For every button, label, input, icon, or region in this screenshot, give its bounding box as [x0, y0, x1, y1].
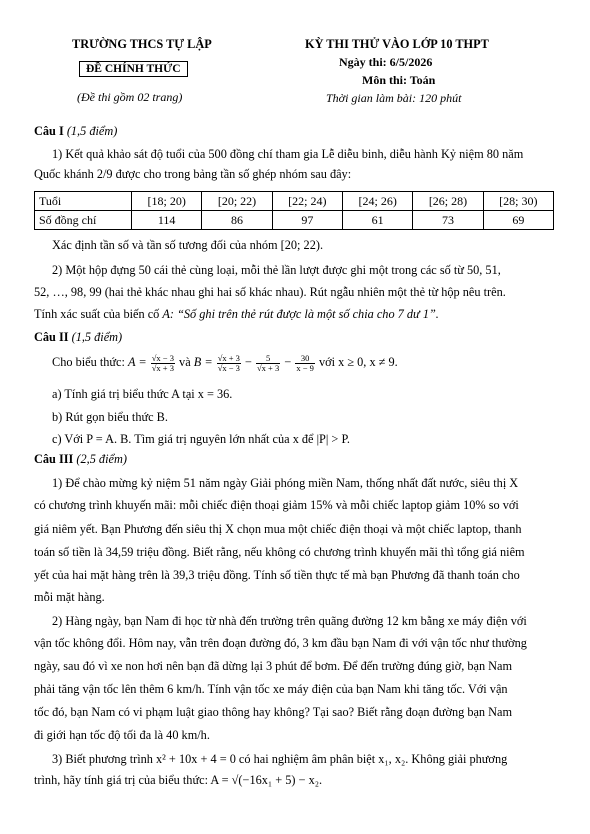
fraction-den: √x + 3	[151, 362, 174, 373]
school-name: TRƯỜNG THCS TỰ LẬP	[72, 37, 212, 51]
q2-expression	[52, 351, 398, 373]
q3-p1-line: 1) Để chào mừng kỷ niệm 51 năm ngày Giải phóng miền Nam, thống nhất đất nước, siêu thị X	[52, 476, 519, 490]
table-row	[35, 211, 554, 230]
table-cell: 114	[132, 211, 202, 230]
q2-expr-a: A =	[128, 355, 147, 369]
q2-and: và	[179, 355, 194, 369]
q3-p1-line: mỗi mặt hàng.	[34, 590, 105, 604]
minus-sign: −	[245, 355, 252, 369]
q1-p1-line2: Quốc khánh 2/9 được cho trong bảng tần số ghép nhóm sau đây:	[34, 167, 352, 181]
q1-p2-line3-a: Tính xác suất của biến cố	[34, 307, 163, 321]
fraction-den: x − 9	[296, 362, 314, 373]
table-row	[35, 192, 554, 211]
minus-sign: −	[284, 355, 292, 369]
q3-p3-line2: trình, hãy tính giá trị của biểu thức: A = √(−16x₁ + 5) − x₂.	[34, 773, 323, 787]
q1-p2-line3-b: A: “Số ghi trên thẻ rút được là một số chia cho 7 dư 1”.	[162, 307, 439, 321]
q3-p2-line: phải tăng vận tốc lên thêm 6 km/h. Tính vận tốc xe máy điện của bạn Nam khi tăng tốc. Với vận	[34, 682, 508, 696]
q2-condition: với x ≥ 0, x ≠ 9.	[318, 355, 398, 369]
fraction-num: 30	[295, 354, 315, 364]
table-cell: 97	[272, 211, 342, 230]
fraction-num: √x + 3	[217, 352, 240, 363]
pages-note: (Đề thi gồm 02 trang)	[77, 90, 183, 104]
q1-title: Câu I	[34, 124, 64, 138]
table-cell: Số đồng chí	[35, 211, 132, 230]
exam-date: Ngày thi: 6/5/2026	[339, 55, 433, 69]
table-cell: 69	[483, 211, 553, 230]
q2-a: a) Tính giá trị biểu thức A tại x = 36.	[52, 387, 233, 401]
q3-p2-line: 2) Hàng ngày, bạn Nam đi học từ nhà đến trường trên quãng đường 12 km bằng xe máy điện với	[52, 614, 527, 628]
q3-p1-line: toán số tiền là 34,59 triệu đồng. Biết rằng, nếu không có chương trình khuyến mãi thì tổng giá niêm	[34, 545, 525, 559]
q2-c: c) Với P = A. B. Tìm giá trị nguyên lớn nhất của x để |P| > P.	[52, 432, 350, 446]
q3-p2-line: tốc đó, bạn Nam có vi phạm luật giao thông hay không? Tại sao? Biết rằng đoạn đường bạn Nam	[34, 705, 513, 719]
table-cell: [18; 20)	[132, 192, 202, 211]
table-cell: [20; 22)	[202, 192, 272, 211]
q3-p2-line: ngày, sau đó vì xe non hơi nên bạn đã dừng lại 3 phút để bơm. Để đến trường đúng giờ, bạn Nam	[34, 659, 513, 673]
q1-points: (1,5 điểm)	[66, 124, 118, 138]
frequency-table	[34, 191, 554, 230]
table-cell: [24; 26)	[342, 192, 412, 211]
q2-points: (1,5 điểm)	[71, 330, 123, 344]
q2-expr-b: B =	[193, 355, 213, 369]
q2-b: b) Rút gọn biểu thức B.	[52, 410, 168, 424]
table-cell: 61	[342, 211, 412, 230]
q1-p1-task: Xác định tần số và tần số tương đối của nhóm [20; 22).	[52, 238, 324, 252]
q3-title: Câu III	[34, 452, 74, 466]
q2-heading	[34, 330, 122, 345]
q1-p2-line1: 2) Một hộp đựng 50 cái thẻ cùng loại, mỗi thẻ lần lượt được ghi một trong các số từ 50, 51,	[52, 263, 501, 277]
q1-p1-line1: 1) Kết quả khảo sát độ tuổi của 500 đồng chí tham gia Lễ diễu binh, diễu hành Kỷ niệm 80 năm	[52, 147, 524, 161]
exam-subject: Môn thi: Toán	[362, 73, 436, 87]
fraction-num: 5	[256, 354, 280, 364]
table-cell: [26; 28)	[413, 192, 483, 211]
q3-points: (2,5 điểm)	[76, 452, 127, 466]
q1-heading	[34, 124, 117, 139]
q2-expr-intro: Cho biểu thức:	[52, 355, 128, 369]
exam-title: KỲ THI THỬ VÀO LỚP 10 THPT	[305, 37, 489, 51]
q3-p2-line: vận tốc không đổi. Hôm nay, vẫn trên đoạn đường đó, 3 km đầu bạn Nam đi với vận tốc như thường	[34, 636, 527, 650]
table-cell: Tuổi	[35, 192, 132, 211]
fraction-a	[151, 354, 175, 373]
q3-heading	[34, 452, 127, 467]
official-badge: ĐỀ CHÍNH THỨC	[79, 61, 188, 77]
fraction-num: √x − 3	[151, 352, 174, 363]
q1-p2-line2: 52, …, 98, 99 (hai thẻ khác nhau ghi hai số khác nhau). Rút ngẫu nhiên một thẻ từ hộp nêu trên.	[34, 285, 506, 299]
table-cell: 73	[413, 211, 483, 230]
table-cell: 86	[202, 211, 272, 230]
fraction-b1	[217, 354, 241, 373]
table-cell: [28; 30)	[483, 192, 553, 211]
q3-p3-line1: 3) Biết phương trình x² + 10x + 4 = 0 có hai nghiệm âm phân biệt x₁, x₂. Không giải phương	[52, 752, 508, 766]
q2-title: Câu II	[34, 330, 69, 344]
fraction-b2	[256, 354, 280, 373]
q3-p2-line: đi giới hạn tốc độ tối đa là 40 km/h.	[34, 728, 210, 742]
exam-duration: Thời gian làm bài: 120 phút	[326, 91, 462, 105]
fraction-b3	[295, 354, 315, 373]
q3-p1-line: có chương trình khuyến mãi: mỗi chiếc điện thoại giảm 15% và mỗi chiếc laptop giảm 10% so với	[34, 498, 519, 512]
table-cell: [22; 24)	[272, 192, 342, 211]
q1-p2-line3	[34, 307, 439, 322]
q3-p1-line: giá niêm yết. Bạn Phương đến siêu thị X chọn mua một chiếc điện thoại và một chiếc laptop, thanh	[34, 522, 522, 536]
fraction-den: √x − 3	[217, 362, 240, 373]
fraction-den: √x + 3	[257, 362, 280, 373]
q3-p1-line: yết của hai mặt hàng trên là 39,3 triệu đồng. Tính số tiền thực tế mà bạn Phương đã thanh toán cho	[34, 568, 520, 582]
